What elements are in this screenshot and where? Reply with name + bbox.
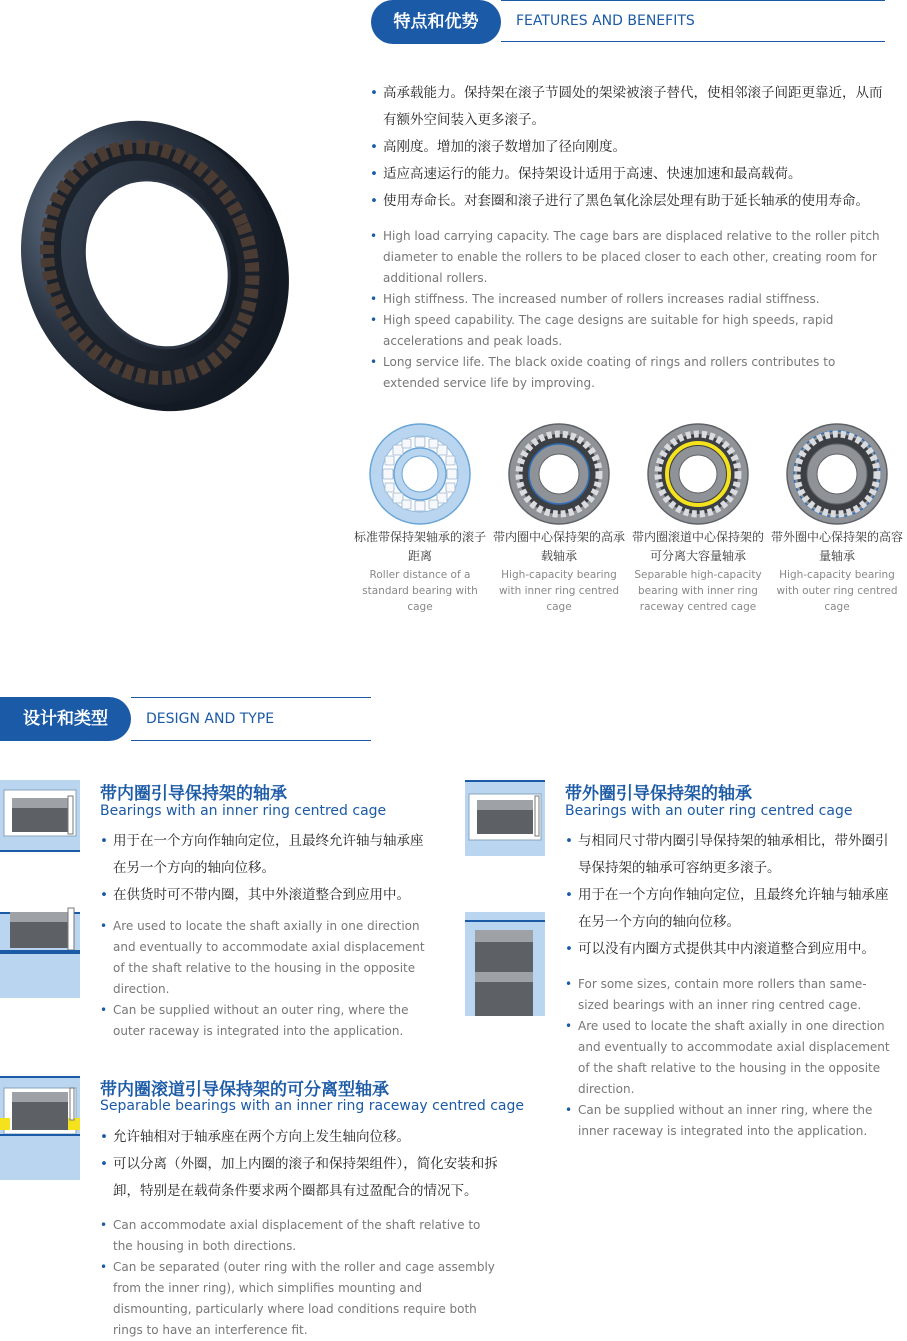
diagram-label-cn: 标准带保持架轴承的滚子距离 [353,530,486,563]
list-item: • High stiffness. The increased number of rollers increases radial stiffness. [370,289,885,310]
design-divider [131,740,371,741]
design-pill: 设计和类型 [0,697,131,741]
list-item: • 允许轴相对于轴承座在两个方向上发生轴向位移。 [100,1124,510,1151]
section-title-inner-en: Bearings with an inner ring centred cage [100,803,387,819]
cross-section-inner-centred [0,780,80,1000]
diagram-inner-centred [489,422,629,615]
features-pill: 特点和优势 [371,0,501,44]
diagram-label-en: Separable high-capacity bearing with inner ring raceway centred cage [634,569,762,613]
list-item: • 用于在一个方向作轴向定位，且最终允许轴与轴承座在另一个方向的轴向位移。 [565,882,890,936]
outer-cn-list [565,828,890,963]
separable-cn-list [100,1124,510,1205]
outer-en-list [565,974,890,1142]
list-item: • Long service life. The black oxide coating of rings and rollers contributes to extended service life by improving. [370,352,885,394]
bearing-diagram-outer-centred [785,422,889,526]
section-title-separable-cn: 带内圈滚道引导保持架的可分离型轴承 [100,1080,389,1100]
list-item: • Can accommodate axial displacement of the shaft relative to the housing in both directions. [100,1215,495,1257]
list-item: • 使用寿命长。对套圈和滚子进行了黑色氧化涂层处理有助于延长轴承的使用寿命。 [370,188,888,215]
list-item: • Are used to locate the shaft axially in one direction and eventually to accommodate axial displacement of the shaft relative to the housing in the opposite direction. [565,1016,890,1100]
section-title-outer-en: Bearings with an outer ring centred cage [565,803,853,819]
list-item: • 高承载能力。保持架在滚子节圆处的架梁被滚子替代，使相邻滚子间距更靠近，从而有额外空间装入更多滚子。 [370,80,888,134]
list-item: • 用于在一个方向作轴向定位，且最终允许轴与轴承座在另一个方向的轴向位移。 [100,828,430,882]
list-item: • Can be supplied without an outer ring, where the outer raceway is integrated into the application. [100,1000,430,1042]
bearing-diagram-separable [646,422,750,526]
diagram-label-en: High-capacity bearing with outer ring centred cage [776,569,898,613]
list-item: • Can be supplied without an inner ring, where the inner raceway is integrated into the application. [565,1100,890,1142]
cross-section-outer-centred [465,780,545,1020]
list-item: • 与相同尺寸带内圈引导保持架的轴承相比，带外圈引导保持架的轴承可容纳更多滚子。 [565,828,890,882]
separable-en-list [100,1215,495,1341]
section-title-inner-cn: 带内圈引导保持架的轴承 [100,784,287,804]
design-title-en: DESIGN AND TYPE [146,711,275,727]
diagram-label-en: Roller distance of a standard bearing with cage [362,569,478,613]
diagram-label-cn: 带外圈中心保持架的高容量轴承 [770,530,903,563]
inner-cn-list [100,828,430,909]
bearing-diagram-inner-centred [507,422,611,526]
diagram-label-cn: 带内圈中心保持架的高承载轴承 [492,530,625,563]
list-item: • 在供货时可不带内圈，其中外滚道整合到应用中。 [100,882,430,909]
design-divider-top [131,697,371,698]
list-item: • For some sizes, contain more rollers than same-sized bearings with an inner ring centred cage. [565,974,890,1016]
inner-en-list [100,916,430,1042]
diagram-separable [628,422,768,615]
section-title-separable-en: Separable bearings with an inner ring raceway centred cage [100,1098,524,1114]
list-item: • 可以没有内圈方式提供其中内滚道整合到应用中。 [565,936,890,963]
diagram-label-en: High-capacity bearing with inner ring centred cage [498,569,620,613]
list-item: • Can be separated (outer ring with the roller and cage assembly from the inner ring), which simplifies mounting and dismounting, particularly where load conditions require both rings to have an interference fit. [100,1257,495,1341]
diagram-label-cn: 带内圈滚道中心保持架的可分离大容量轴承 [631,530,764,563]
features-divider [501,41,885,42]
features-en-list [370,226,885,394]
list-item: • High speed capability. The cage designs are suitable for high speeds, rapid accelerations and peak loads. [370,310,885,352]
bearing-product-photo [18,100,293,425]
list-item: • 可以分离（外圈，加上内圈的滚子和保持架组件），简化安装和拆卸，特别是在载荷条件要求两个圈都具有过盈配合的情况下。 [100,1151,510,1205]
list-item: • High load carrying capacity. The cage bars are displaced relative to the roller pitch diameter to enable the rollers to be placed closer to each other, creating room for additional rollers. [370,226,885,289]
list-item: • 适应高速运行的能力。保持架设计适用于高速、快速加速和最高载荷。 [370,161,888,188]
diagram-standard [350,422,490,615]
list-item: • Are used to locate the shaft axially in one direction and eventually to accommodate axial displacement of the shaft relative to the housing in the opposite direction. [100,916,430,1000]
features-divider-top [501,0,885,1]
features-title-en: FEATURES AND BENEFITS [516,13,695,29]
list-item: • 高刚度。增加的滚子数增加了径向刚度。 [370,134,888,161]
features-cn-list [370,80,888,215]
diagram-outer-centred [767,422,907,615]
bearing-diagram-standard [368,422,472,526]
cross-section-separable [0,1076,80,1180]
section-title-outer-cn: 带外圈引导保持架的轴承 [565,784,752,804]
